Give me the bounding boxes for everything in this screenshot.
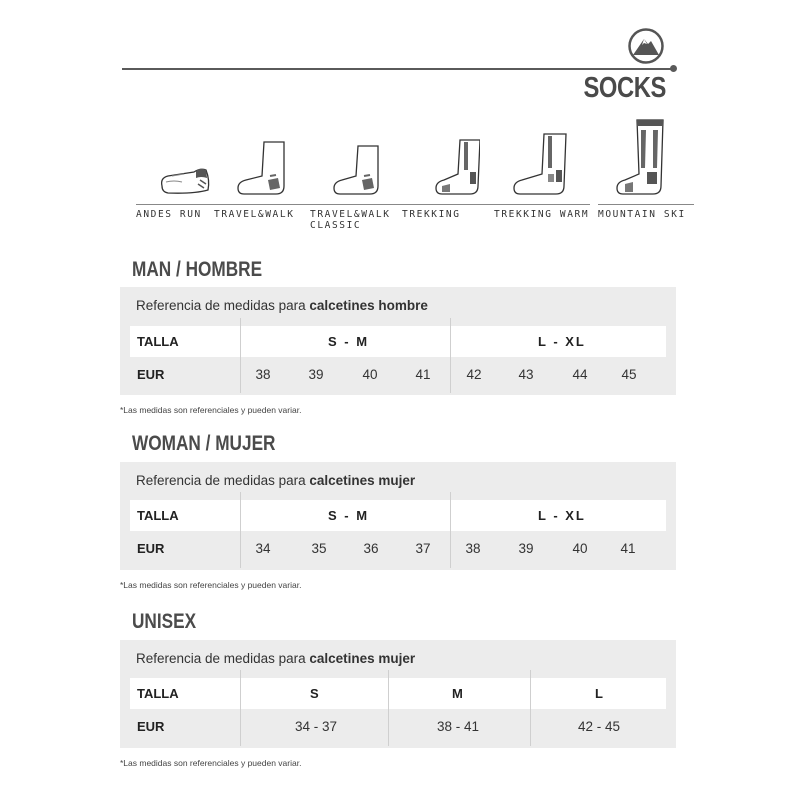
eur-value: 37: [415, 541, 431, 556]
eur-value: 45: [621, 367, 637, 382]
sock-underline: [402, 204, 498, 205]
disclaimer-note: *Las medidas son referenciales y pueden variar.: [120, 405, 302, 415]
eur-value: 41: [620, 541, 636, 556]
sock-label: ANDES RUN: [136, 209, 202, 220]
section-title-woman: WOMAN / MUJER: [132, 432, 276, 455]
header-rule: [122, 68, 672, 70]
eur-value: 38: [255, 367, 271, 382]
column-divider: [388, 670, 389, 746]
eur-value: 43: [518, 367, 534, 382]
sock-underline: [598, 204, 694, 205]
talla-label: TALLA: [137, 508, 179, 523]
crew-sock-icon: [328, 112, 388, 202]
eur-row: [130, 359, 666, 390]
header-rule-dot: [670, 65, 677, 72]
sock-label: MOUNTAIN SKI: [598, 209, 686, 220]
sock-label: TREKKING: [402, 209, 461, 220]
eur-value: 39: [308, 367, 324, 382]
page-title: SOCKS: [583, 72, 666, 104]
talla-label: TALLA: [137, 334, 179, 349]
eur-value: 42: [466, 367, 482, 382]
talla-label: TALLA: [137, 686, 179, 701]
eur-value: 38: [465, 541, 481, 556]
table-caption: Referencia de medidas para calcetines mujer: [136, 651, 416, 666]
talla-row: [130, 500, 666, 531]
sock-label: TREKKING WARM: [494, 209, 590, 220]
sock-underline: [494, 204, 590, 205]
size-label: M: [452, 686, 465, 701]
size-table-woman: [120, 462, 676, 570]
eur-value: 34: [255, 541, 271, 556]
eur-row: [130, 533, 666, 564]
eur-value: 40: [362, 367, 378, 382]
eur-value: 42 - 45: [577, 719, 621, 734]
eur-row: [130, 711, 666, 742]
trekking-sock-icon: [420, 112, 480, 202]
sock-underline: [214, 204, 310, 205]
eur-label: EUR: [137, 541, 165, 556]
size-label: S - M: [328, 508, 370, 523]
sock-item-trekking: [402, 112, 498, 220]
sock-label: TRAVEL&WALK CLASSIC: [310, 209, 391, 231]
sock-item-trekking-warm: [494, 112, 590, 220]
size-label: L - XL: [538, 508, 586, 523]
eur-value: 41: [415, 367, 431, 382]
size-table-man: [120, 287, 676, 395]
size-label: S - M: [328, 334, 370, 349]
disclaimer-note: *Las medidas son referenciales y pueden variar.: [120, 580, 302, 590]
eur-value: 44: [572, 367, 588, 382]
table-caption: Referencia de medidas para calcetines mujer: [136, 473, 416, 488]
sock-underline: [310, 204, 406, 205]
column-divider: [240, 492, 241, 568]
eur-value: 38 - 41: [436, 719, 480, 734]
eur-value: 40: [572, 541, 588, 556]
sock-item-travel-walk: [214, 112, 310, 220]
column-divider: [450, 492, 451, 568]
sock-label: TRAVEL&WALK: [214, 209, 295, 220]
sock-item-mountain-ski: [598, 112, 694, 220]
eur-value: 34 - 37: [294, 719, 338, 734]
size-label: L - XL: [538, 334, 586, 349]
eur-label: EUR: [137, 719, 165, 734]
table-caption: Referencia de medidas para calcetines hombre: [136, 298, 428, 313]
size-table-unisex: [120, 640, 676, 748]
ankle-sock-icon: [154, 112, 214, 202]
size-label: L: [595, 686, 605, 701]
section-title-man: MAN / HOMBRE: [132, 258, 263, 281]
disclaimer-note: *Las medidas son referenciales y pueden variar.: [120, 758, 302, 768]
column-divider: [530, 670, 531, 746]
eur-value: 35: [311, 541, 327, 556]
size-label: S: [310, 686, 321, 701]
column-divider: [450, 318, 451, 393]
trekking-warm-sock-icon: [502, 112, 582, 202]
crew-sock-icon: [232, 112, 292, 202]
section-title-unisex: UNISEX: [132, 610, 197, 633]
column-divider: [240, 670, 241, 746]
talla-row: [130, 326, 666, 357]
sock-item-travel-walk-classic: [310, 112, 406, 231]
eur-label: EUR: [137, 367, 165, 382]
eur-value: 36: [363, 541, 379, 556]
column-divider: [240, 318, 241, 393]
ski-sock-icon: [611, 112, 681, 202]
talla-row: [130, 678, 666, 709]
eur-value: 39: [518, 541, 534, 556]
mountain-logo-icon: [628, 28, 664, 64]
